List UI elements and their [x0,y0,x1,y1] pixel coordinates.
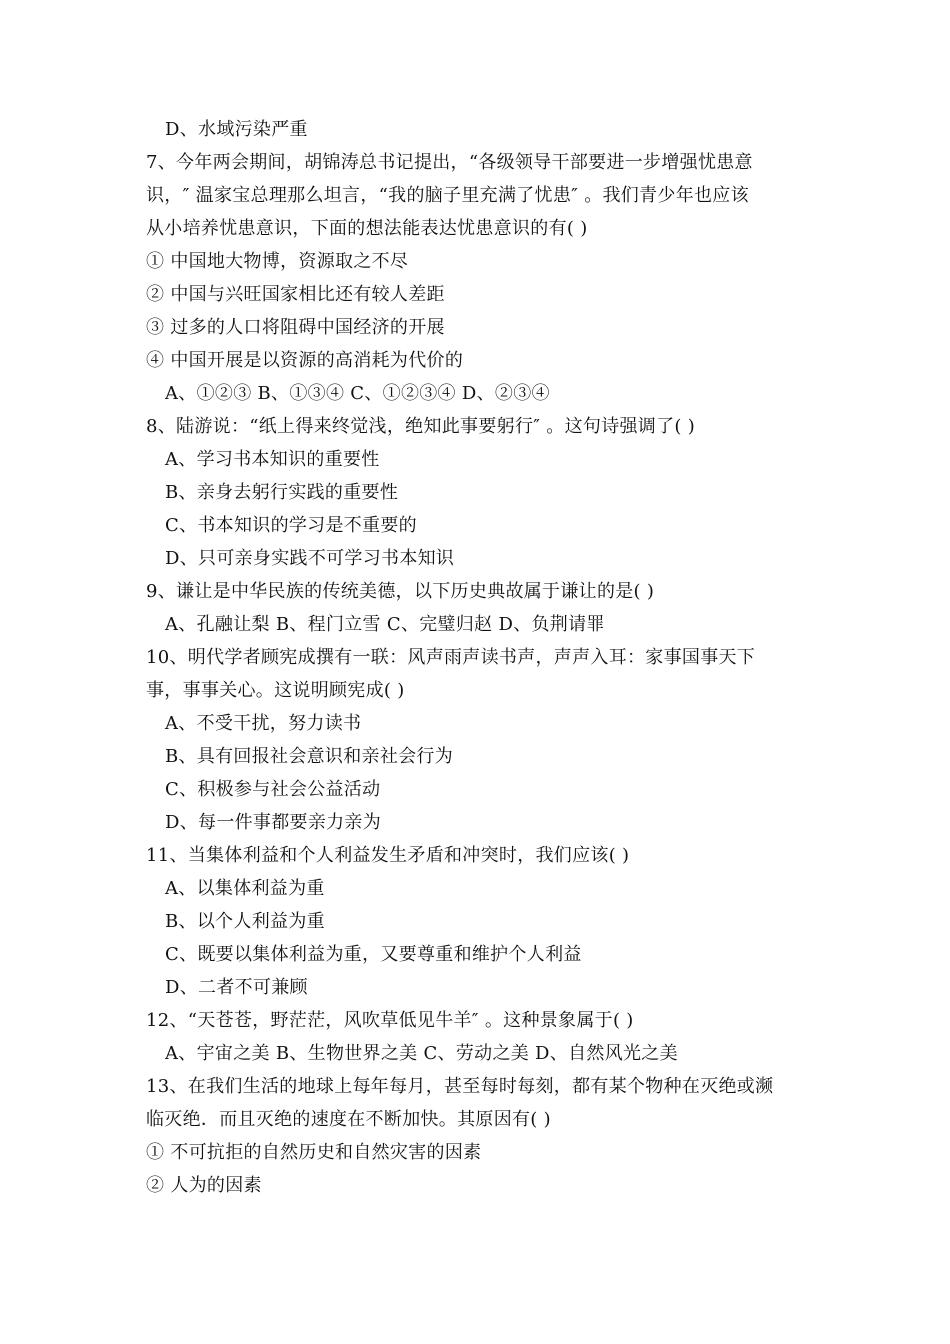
answer-option-line: D、只可亲身实践不可学习书本知识 [165,548,455,569]
question-line: 10、明代学者顾宪成撰有一联：风声雨声读书声，声声入耳：家事国事天下 [146,647,756,668]
answer-option-line: D、水域污染严重 [165,119,308,140]
answer-option-line: B、亲身去躬行实践的重要性 [165,482,399,503]
answer-option-line: D、每一件事都要亲力亲为 [165,812,382,833]
question-line: 11、当集体利益和个人利益发生矛盾和冲突时，我们应该( ) [146,845,630,866]
question-line: 临灭绝．而且灭绝的速度在不断加快。其原因有( ) [146,1109,551,1130]
answer-option-line: B、具有回报社会意识和亲社会行为 [165,746,454,767]
question-line: 从小培养忧患意识，下面的想法能表达忧患意识的有( ) [146,218,588,239]
answer-option-line: A、①②③ B、①③④ C、①②③④ D、②③④ [165,383,550,404]
question-line: 7、今年两会期间，胡锦涛总书记提出，“各级领导干部要进一步增强忧患意 [146,152,753,173]
question-line: 9、谦让是中华民族的传统美德，以下历史典故属于谦让的是( ) [146,581,655,602]
answer-option-line: C、既要以集体利益为重，又要尊重和维护个人利益 [165,944,582,965]
answer-option-line: C、积极参与社会公益活动 [165,779,381,800]
question-line: ② 中国与兴旺国家相比还有较人差距 [146,284,445,305]
question-line: 事，事事关心。这说明顾宪成( ) [146,680,405,701]
question-text-block [146,113,806,1202]
answer-option-line: A、以集体利益为重 [165,878,325,899]
answer-option-line: D、二者不可兼顾 [165,977,308,998]
answer-option-line: A、宇宙之美 B、生物世界之美 C、劳动之美 D、自然风光之美 [165,1043,678,1064]
question-line: ③ 过多的人口将阻碍中国经济的开展 [146,317,445,338]
question-line: 识，″ 温家宝总理那么坦言，“我的脑子里充满了忧患″ 。我们青少年也应该 [146,185,749,206]
question-line: 8、陆游说：“纸上得来终觉浅，绝知此事要躬行″ 。这句诗强调了( ) [146,416,696,437]
answer-option-line: B、以个人利益为重 [165,911,325,932]
answer-option-line: A、不受干扰，努力读书 [165,713,362,734]
question-line: ④ 中国开展是以资源的高消耗为代价的 [146,350,464,371]
question-line: ① 不可抗拒的自然历史和自然灾害的因素 [146,1142,482,1163]
question-line: ① 中国地大物博，资源取之不尽 [146,251,409,272]
answer-option-line: A、学习书本知识的重要性 [165,449,380,470]
answer-option-line: A、孔融让梨 B、程门立雪 C、完璧归赵 D、负荆请罪 [165,614,605,635]
question-line: 13、在我们生活的地球上每年每月，甚至每时每刻，都有某个物种在灭绝或濒 [146,1076,774,1097]
question-line: ② 人为的因素 [146,1175,262,1196]
question-line: 12、“天苍苍，野茫茫，风吹草低见牛羊″ 。这种景象属于( ) [146,1010,634,1031]
answer-option-line: C、书本知识的学习是不重要的 [165,515,417,536]
